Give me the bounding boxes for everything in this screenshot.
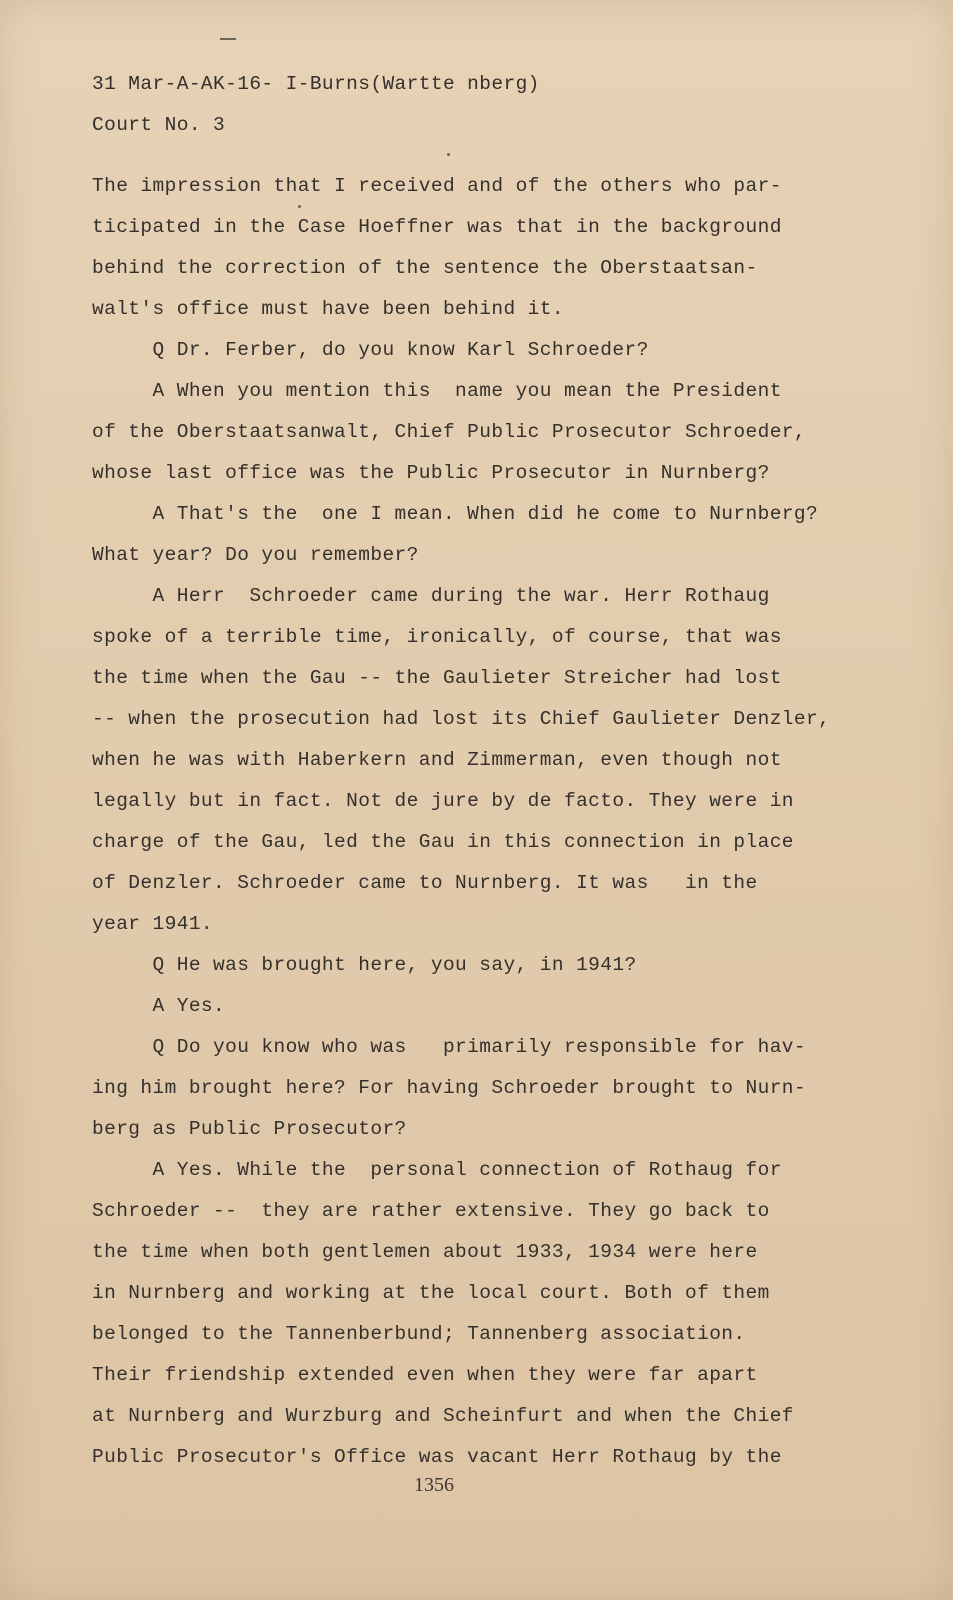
text-line: the time when the Gau -- the Gaulieter Streicher had lost	[92, 667, 782, 689]
court-number: Court No. 3	[92, 114, 226, 136]
text-line: spoke of a terrible time, ironically, of course, that was	[92, 626, 782, 648]
text-line: walt's office must have been behind it.	[92, 298, 564, 320]
text-line: ing him brought here? For having Schroeder brought to Nurn-	[92, 1077, 807, 1099]
text-line: A That's the one I mean. When did he come to Nurnberg?	[92, 503, 819, 525]
text-line: Q Do you know who was primarily responsible for hav-	[92, 1036, 807, 1058]
text-line: Their friendship extended even when they were far apart	[92, 1364, 758, 1386]
text-line: The impression that I received and of the others who par-	[92, 175, 782, 197]
text-line: Public Prosecutor's Office was vacant Herr Rothaug by the	[92, 1446, 782, 1468]
text-line: in Nurnberg and working at the local court. Both of them	[92, 1282, 770, 1304]
text-line: A Yes. While the personal connection of Rothaug for	[92, 1159, 782, 1181]
text-line: ticipated in the Case Hoeffner was that in the background	[92, 216, 782, 238]
page-number: 1356	[414, 1474, 454, 1496]
text-line: behind the correction of the sentence the Oberstaatsan-	[92, 257, 758, 279]
text-line: when he was with Haberkern and Zimmerman, even though not	[92, 749, 782, 771]
text-line: A Herr Schroeder came during the war. Herr Rothaug	[92, 585, 770, 607]
text-line: belonged to the Tannenberbund; Tannenberg association.	[92, 1323, 746, 1345]
text-line: of Denzler. Schroeder came to Nurnberg. It was in the	[92, 872, 758, 894]
text-line: Q He was brought here, you say, in 1941?	[92, 954, 637, 976]
text-line: Q Dr. Ferber, do you know Karl Schroeder?	[92, 339, 649, 361]
text-line: year 1941.	[92, 913, 214, 935]
text-line: A Yes.	[92, 995, 226, 1017]
text-line: charge of the Gau, led the Gau in this connection in place	[92, 831, 794, 853]
text-line: What year? Do you remember?	[92, 544, 419, 566]
header-reference: 31 Mar-A-AK-16- I-Burns(Wartte nberg)	[92, 73, 540, 95]
text-line: legally but in fact. Not de jure by de facto. They were in	[92, 790, 794, 812]
text-line: berg as Public Prosecutor?	[92, 1118, 407, 1140]
text-line: the time when both gentlemen about 1933, 1934 were here	[92, 1241, 758, 1263]
ink-speck	[447, 153, 450, 156]
text-line: at Nurnberg and Wurzburg and Scheinfurt and when the Chief	[92, 1405, 794, 1427]
text-line: Schroeder -- they are rather extensive. They go back to	[92, 1200, 770, 1222]
top-pencil-mark	[220, 38, 236, 40]
text-line: of the Oberstaatsanwalt, Chief Public Prosecutor Schroeder,	[92, 421, 807, 443]
text-line: A When you mention this name you mean the President	[92, 380, 782, 402]
text-line: whose last office was the Public Prosecutor in Nurnberg?	[92, 462, 770, 484]
ink-speck	[298, 205, 301, 208]
text-line: -- when the prosecution had lost its Chief Gaulieter Denzler,	[92, 708, 831, 730]
